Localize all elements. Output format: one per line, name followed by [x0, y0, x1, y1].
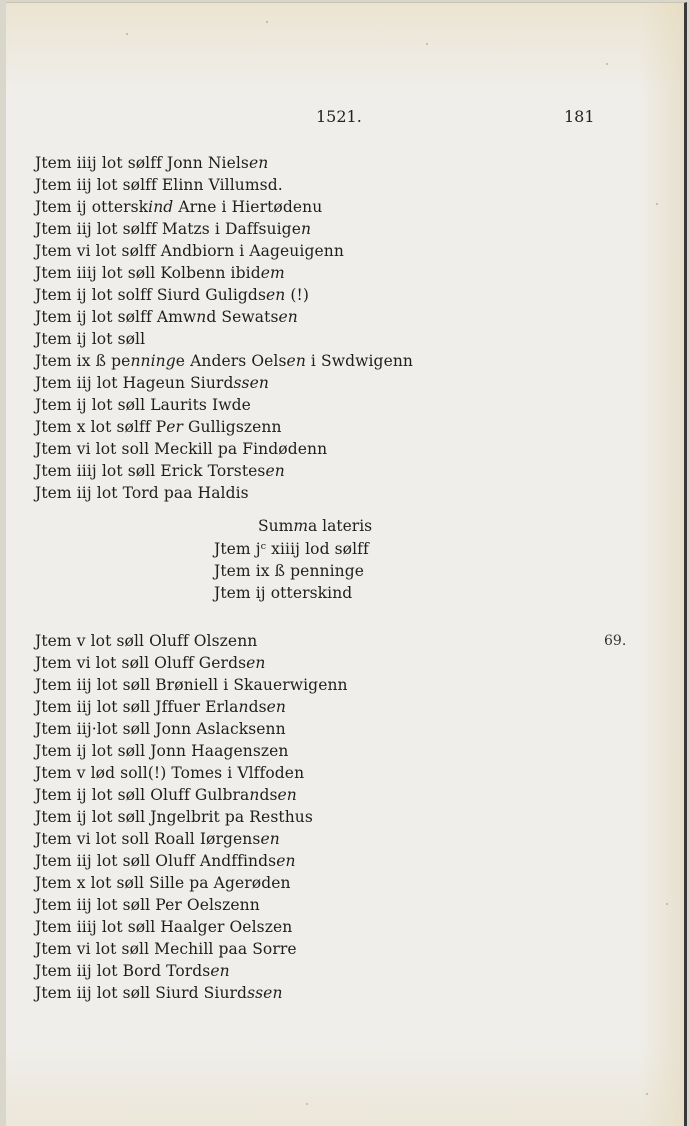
- margin-note: 69.: [604, 633, 627, 649]
- document-page: [6, 2, 687, 1126]
- entry-line: Jtem iij·lot søll Jonn Aslacksenn: [35, 720, 286, 738]
- entry-line: Jtem vi lot søll Oluff Gerdsen: [35, 654, 266, 672]
- entry-line: Jtem v lot søll Oluff Olszenn: [35, 632, 258, 650]
- summa-line: Jtem ix ß penninge: [214, 562, 365, 580]
- entry-line: Jtem iij lot søll Per Oelszenn: [35, 896, 260, 914]
- page-header-year: 1521.: [316, 107, 362, 126]
- entry-line: Jtem iij lot sølff Elinn Villumsd.: [35, 176, 283, 194]
- entry-line: Jtem ix ß penninge Anders Oelsen i Swdwigenn: [35, 352, 414, 370]
- entries-list-bottom: [35, 630, 348, 1004]
- entry-line: Jtem ij lot sølff Amwnd Sewatsen: [35, 308, 298, 326]
- entry-line: Jtem x lot søll Sille pa Agerøden: [35, 874, 291, 892]
- summa-block: [214, 514, 372, 604]
- entry-line: Jtem vi lot soll Roall Iørgensen: [35, 830, 280, 848]
- entry-line: Jtem ij lot solff Siurd Guligdsen (!): [35, 286, 310, 304]
- entry-line: Jtem v lød soll(!) Tomes i Vlffoden: [35, 764, 305, 782]
- summa-line: Jtem jᶜ xiiij lod sølff: [214, 540, 369, 558]
- entry-line: Jtem iij lot søll Oluff Andffindsen: [35, 852, 296, 870]
- entry-line: Jtem iiij lot søll Haalger Oelszen: [35, 918, 293, 936]
- entry-line: Jtem iij lot søll Jffuer Erlandsen: [35, 698, 286, 716]
- summa-title: Summa lateris: [258, 517, 373, 535]
- entry-line: Jtem vi lot søll Mechill paa Sorre: [35, 940, 297, 958]
- entry-line: Jtem iij lot søll Siurd Siurdssen: [35, 984, 283, 1002]
- entries-list-top: [35, 152, 413, 504]
- entry-line: Jtem iiij lot søll Erick Torstesen: [35, 462, 285, 480]
- entry-line: Jtem ij lot søll Laurits Iwde: [35, 396, 251, 414]
- entry-line: Jtem vi lot sølff Andbiorn i Aageuigenn: [35, 242, 344, 260]
- entry-line: Jtem iiij lot sølff Jonn Nielsen: [35, 154, 269, 172]
- entry-line: Jtem ij otterskind Arne i Hiertødenu: [35, 198, 323, 216]
- entry-line: Jtem iij lot Bord Tordsen: [35, 962, 230, 980]
- entry-line: Jtem ij lot søll Oluff Gulbrandsen: [35, 786, 297, 804]
- entry-line: Jtem ij lot søll Jngelbrit pa Resthus: [35, 808, 313, 826]
- entry-line: Jtem iiij lot søll Kolbenn ibidem: [35, 264, 285, 282]
- summa-line: Jtem ij otterskind: [214, 584, 353, 602]
- entry-line: Jtem iij lot Tord paa Haldis: [35, 484, 249, 502]
- entry-line: Jtem x lot sølff Per Gulligszenn: [35, 418, 282, 436]
- entry-line: Jtem ij lot søll Jonn Haagenszen: [35, 742, 289, 760]
- page-number: 181: [564, 107, 595, 126]
- entry-line: Jtem vi lot soll Meckill pa Findødenn: [35, 440, 328, 458]
- entry-line: Jtem iij lot Hageun Siurdssen: [35, 374, 269, 392]
- entry-line: Jtem ij lot søll: [35, 330, 146, 348]
- entry-line: Jtem iij lot søll Brøniell i Skauerwigenn: [35, 676, 348, 694]
- entry-line: Jtem iij lot sølff Matzs i Daffsuigen: [35, 220, 312, 238]
